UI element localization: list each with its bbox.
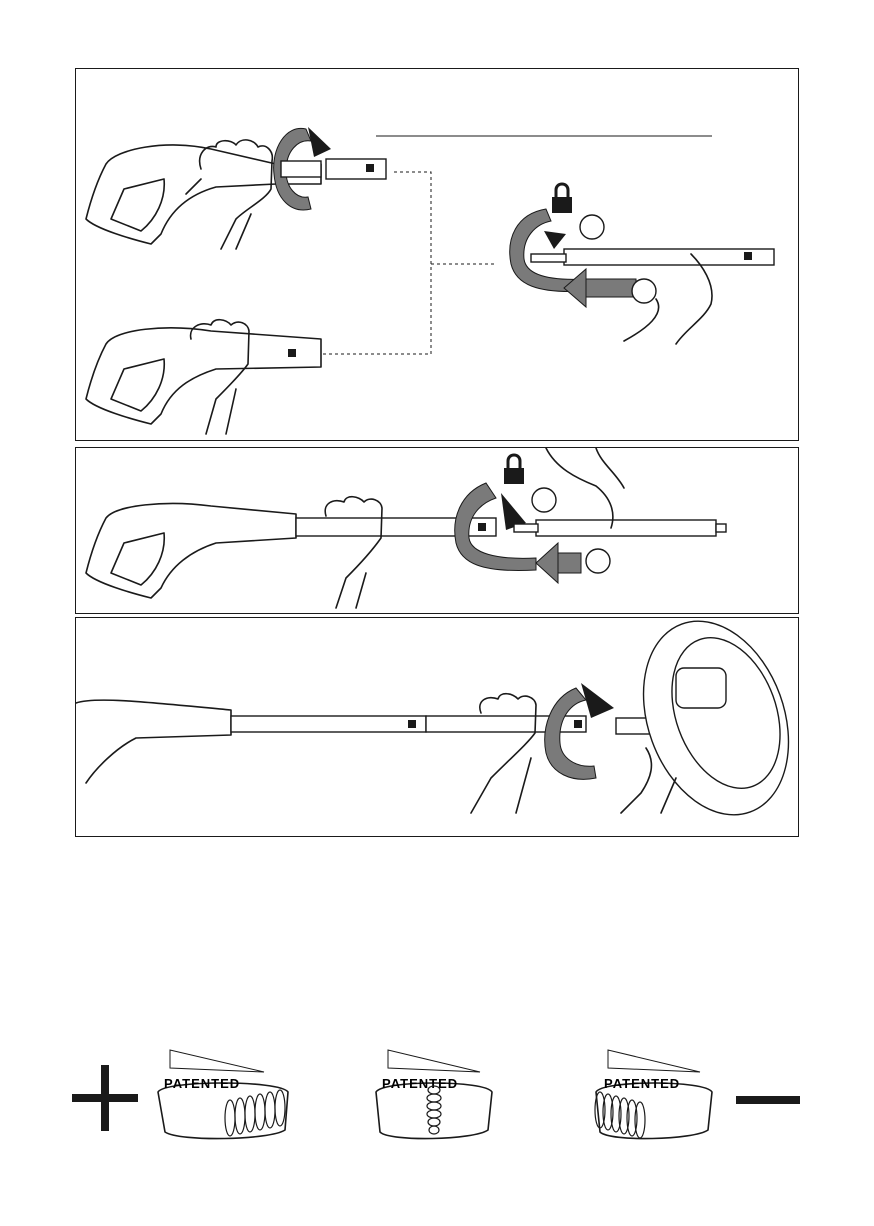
step-marker-1 bbox=[580, 215, 604, 239]
connection-dashed-line bbox=[321, 172, 431, 354]
step-panel-attach-brush bbox=[75, 617, 799, 837]
spray-gun-bottom bbox=[86, 328, 321, 424]
patented-badge-min bbox=[595, 1050, 712, 1139]
step-panel-extend-lance bbox=[75, 447, 799, 614]
spray-gun-mid bbox=[86, 503, 296, 598]
push-arrow-icon bbox=[564, 269, 636, 307]
patented-badge-mid bbox=[376, 1050, 492, 1139]
lance-mid-right bbox=[514, 520, 726, 536]
panel3-illustration bbox=[76, 618, 800, 838]
plus-icon bbox=[72, 1065, 138, 1131]
step-marker-2 bbox=[632, 279, 656, 303]
pressure-adjustment-illustration bbox=[0, 1040, 874, 1150]
step-marker-1 bbox=[532, 488, 556, 512]
pressure-adjustment-row bbox=[0, 1040, 874, 1150]
lance-right bbox=[531, 249, 774, 265]
lance-bottom bbox=[231, 716, 586, 732]
hand-left-panel3 bbox=[471, 694, 536, 813]
hand-top bbox=[186, 140, 272, 249]
lock-icon bbox=[552, 184, 572, 213]
rotating-brush-head bbox=[618, 601, 814, 835]
push-arrow-icon bbox=[536, 543, 581, 583]
patented-label: PATENTED bbox=[164, 1076, 241, 1091]
hand-upper bbox=[546, 448, 624, 528]
patented-label: PATENTED bbox=[382, 1076, 459, 1091]
lock-icon bbox=[504, 455, 524, 484]
spray-gun-bottom-panel bbox=[76, 700, 231, 783]
step-panel-attach-nozzle bbox=[75, 68, 799, 441]
hand-bottom bbox=[191, 320, 249, 434]
panel2-illustration bbox=[76, 448, 800, 615]
connector-top bbox=[281, 159, 386, 179]
patented-label: PATENTED bbox=[604, 1076, 681, 1091]
step-marker-2 bbox=[586, 549, 610, 573]
panel1-illustration bbox=[76, 69, 800, 442]
patented-badge-max bbox=[158, 1050, 288, 1139]
hand-mid bbox=[325, 497, 382, 608]
minus-icon bbox=[736, 1096, 800, 1104]
